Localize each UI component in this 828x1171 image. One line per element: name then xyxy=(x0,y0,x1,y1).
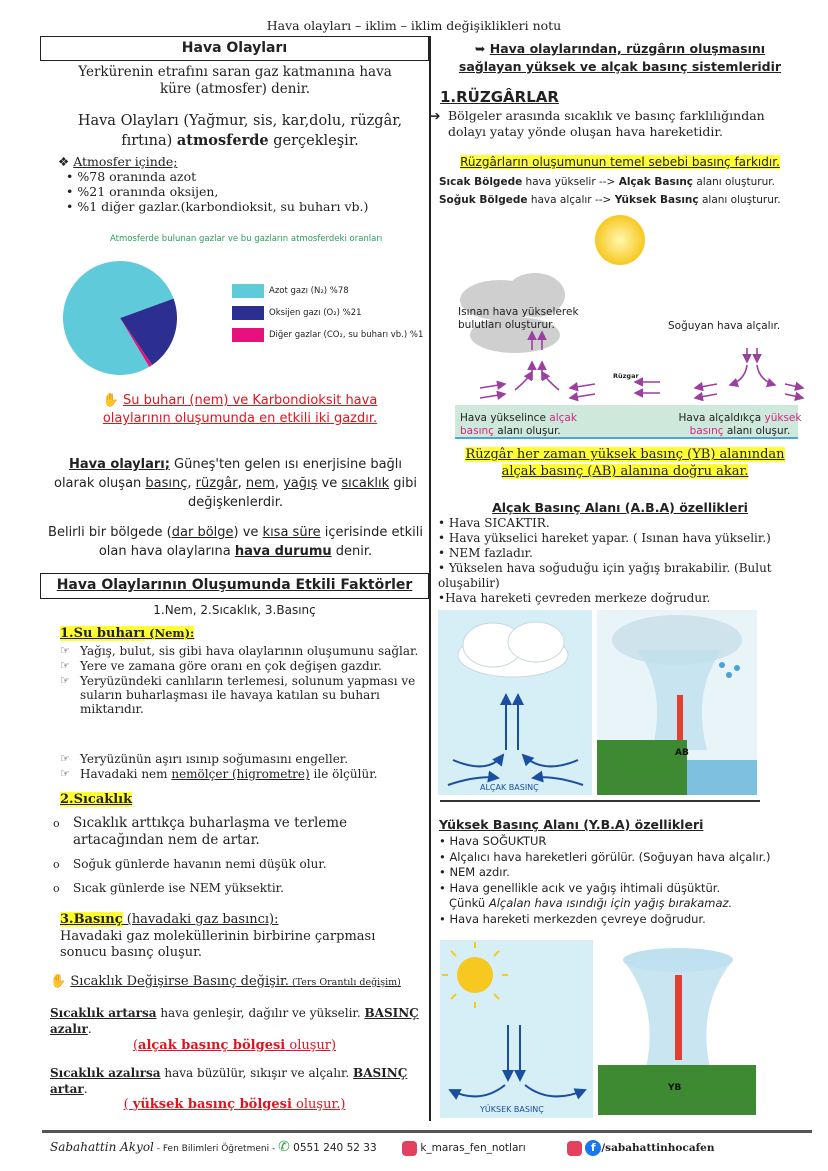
author-role: - Fen Bilimleri Öğretmeni - xyxy=(153,1144,279,1154)
legend-item xyxy=(232,328,423,342)
list-item: ☞ Yeryüzünün aşırı ısınıp soğumasını engeller. xyxy=(60,752,425,766)
legend-item xyxy=(232,306,423,320)
winds-title: 1.RÜZGÂRLAR xyxy=(440,88,559,106)
list-item: Çünkü Alçalan hava ısındığı için yağış bırakamaz. xyxy=(449,896,733,910)
text: gerçekleşir. xyxy=(268,133,359,149)
cold-region-rule: Soğuk Bölgede hava alçalır --> Yüksek Basınç alanı oluşturur. xyxy=(439,194,781,206)
pressure-definition: Havadaki gaz moleküllerinin birbirine çarpması sonucu basınç oluşur. xyxy=(60,929,376,960)
legend-swatch xyxy=(232,328,264,342)
list-item: • NEM azdır. xyxy=(439,865,510,879)
section-humidity-title: 1.Su buharı (Nem): xyxy=(60,626,195,641)
high-pressure-result: ( yüksek basınç bölgesi oluşur.) xyxy=(123,1097,346,1112)
legend-label: Azot gazı (N₂) %78 xyxy=(269,286,349,296)
section-title-hava-olaylari: Hava Olayları xyxy=(40,36,429,61)
list-item: ☞ Yeryüzündeki canlıların terlemesi, solunum yapması ve suların buharlaşması ile havaya katılan su buharı miktarıdır. xyxy=(60,674,425,716)
rising-air-label: Isınan hava yükselerek bulutları oluşturur. xyxy=(458,306,579,331)
wind-label: Rüzgar xyxy=(613,372,639,380)
arrow-icon: ➔ xyxy=(430,108,441,123)
hand-pointer-icon: ✋ xyxy=(102,393,124,408)
temperature-decrease-rule: Sıcaklık azalırsa hava büzülür, sıkışır ve alçalır. BASINÇ artar. xyxy=(50,1066,408,1096)
list-item: • Alçalıcı hava hareketleri görülür. (Soğuyan hava alçalır.) xyxy=(439,849,771,864)
section-pressure-title: 3.Basınç (havadaki gaz basıncı): xyxy=(60,912,279,927)
low-pressure-result: (alçak basınç bölgesi oluşur) xyxy=(132,1038,337,1053)
list-item: • %21 oranında oksijen, xyxy=(66,184,219,199)
weather-events-paragraph: Hava olayları; Güneş'ten gelen ısı enerjisine bağlı olarak oluşan basınç, rüzgâr, nem, yağış ve sıcaklık gibi değişkenlerdir. xyxy=(53,457,418,510)
whatsapp-icon: ✆ xyxy=(278,1139,290,1155)
humidity-list-2 xyxy=(60,752,425,782)
list-item: • %78 oranında azot xyxy=(66,169,197,184)
factors-list: 1.Nem, 2.Sıcaklık, 3.Basınç xyxy=(153,603,316,617)
text: Hava Olayları (Yağmur, sis, kar,dolu, rüzgâr, fırtına) xyxy=(77,113,403,149)
text: Su buharı (nem) ve Karbondioksit hava olaylarının oluşumunda en etkili iki gazdır. xyxy=(102,393,378,426)
low-pressure-vortex-illustration xyxy=(597,610,757,795)
high-pressure-vortex-illustration xyxy=(598,940,756,1118)
low-pressure-label: Hava yükselince alçak basınç alanı oluşur. xyxy=(460,412,577,437)
footer xyxy=(50,1139,820,1156)
instagram-icon xyxy=(567,1141,582,1156)
list-item: o Sıcaklık arttıkça buharlaşma ve terleme artacağından nem de artar. xyxy=(45,815,385,849)
sun-icon xyxy=(592,212,648,268)
pressure-rule: ✋ Sıcaklık Değişirse Basınç değişir. (Ters Orantılı değişim) xyxy=(50,974,401,989)
facebook-icon: f xyxy=(585,1140,601,1156)
list-item: o Soğuk günlerde havanın nemi düşük olur. xyxy=(45,856,385,873)
list-item: •Hava hareketi çevreden merkeze doğrudur. xyxy=(438,591,711,605)
weather-forecast-paragraph: Belirli bir bölgede (dar bölge) ve kısa süre içerisinde etkili olan hava olaylarına hava durumu denir. xyxy=(48,525,423,559)
sinking-air-label: Soğuyan hava alçalır. xyxy=(668,320,781,332)
weather-definition xyxy=(70,112,410,151)
low-pressure-list xyxy=(438,516,808,606)
social-handle: /sabahattinhocafen xyxy=(601,1142,715,1154)
section-title-factors: Hava Olaylarının Oluşumunda Etkili Faktörler xyxy=(40,573,429,599)
hand-icon: ✋ xyxy=(50,974,71,989)
list-item: o Sıcak günlerde ise NEM yüksektir. xyxy=(45,880,385,897)
wind-definition: ➔ Bölgeler arasında sıcaklık ve basınç farklılığından dolayı yatay yönde oluşan hava hareketidir. xyxy=(430,108,765,139)
legend-label: Diğer gazlar (CO₂, su buharı vb.) %1 xyxy=(269,330,424,340)
column-divider xyxy=(429,36,431,1121)
key-gases-note xyxy=(70,392,410,428)
section-divider xyxy=(440,800,760,802)
instagram-icon xyxy=(402,1141,417,1156)
document-title: Hava olayları – iklim – iklim değişiklikleri notu xyxy=(266,18,562,33)
author-name: Sabahattin Akyol xyxy=(50,1140,154,1154)
legend-label: Oksijen gazı (O₂) %21 xyxy=(269,308,362,318)
chart-legend xyxy=(232,284,423,350)
temperature-increase-rule: Sıcaklık artarsa hava genleşir, dağılır ve yükselir. BASINÇ azalır. xyxy=(50,1006,419,1036)
hot-region-rule: Sıcak Bölgede hava yükselir --> Alçak Basınç alanı oluşturur. xyxy=(439,176,775,188)
legend-swatch xyxy=(232,284,264,298)
high-pressure-title: Yüksek Basınç Alanı (Y.B.A) özellikleri xyxy=(439,817,704,832)
low-pressure-illustration xyxy=(438,610,592,795)
pie-chart xyxy=(60,258,180,378)
atmosphere-definition: Yerkürenin etrafını saran gaz katmanına hava küre (atmosfer) denir. xyxy=(78,64,392,97)
list-item: • Hava genellikle acık ve yağış ihtimali düşüktür. xyxy=(439,880,721,895)
section-temperature-title: 2.Sıcaklık xyxy=(60,792,133,807)
list-item: • Hava SOĞUKTUR xyxy=(439,834,547,848)
list-item: ☞ Yere ve zamana göre oranı en çok değişen gazdır. xyxy=(60,659,425,673)
phone-number: 0551 240 52 33 xyxy=(293,1142,377,1154)
list-item: • Hava yükselici hareket yapar. ( Isınan hava yükselir.) xyxy=(438,531,771,545)
low-pressure-image-label: ALÇAK BASINÇ xyxy=(480,783,539,792)
list-item: • NEM fazladır. xyxy=(438,546,533,560)
chart-title: Atmosferde bulunan gazlar ve bu gazların atmosferdeki oranları xyxy=(110,234,383,244)
diamond-bullet-icon: ❖ xyxy=(58,154,74,169)
humidity-list xyxy=(60,644,425,717)
wind-direction-rule: Rüzgâr her zaman yüksek basınç (YB) alanından alçak basınç (AB) alanına doğru akar. xyxy=(465,447,785,479)
footer-divider xyxy=(42,1130,812,1133)
list-item: ☞ Yağış, bulut, sis gibi hava olaylarının oluşumunu sağlar. xyxy=(60,644,425,658)
high-pressure-image-label: YÜKSEK BASINÇ xyxy=(480,1105,544,1114)
legend-item xyxy=(232,284,423,298)
list-item: • Hava hareketi merkezden çevreye doğrudur. xyxy=(439,911,706,926)
high-pressure-illustration xyxy=(440,940,593,1118)
high-pressure-list xyxy=(439,834,809,927)
yb-label: YB xyxy=(668,1083,682,1093)
legend-swatch xyxy=(232,306,264,320)
instagram-handle: k_maras_fen_notları xyxy=(420,1142,526,1154)
list-item: • %1 diğer gazlar.(karbondioksit, su buharı vb.) xyxy=(66,199,369,214)
temperature-list xyxy=(45,815,385,904)
wind-cause: Rüzgârların oluşumunun temel sebebi basınç farkıdır. xyxy=(460,155,780,169)
atmosphere-list xyxy=(58,154,368,214)
list-item: • Hava SICAKTIR. xyxy=(438,516,550,530)
list-item: • Yükselen hava soğuduğu için yağış bırakabilir. (Bulut oluşabilir) xyxy=(438,561,772,590)
text-bold: atmosferde xyxy=(176,132,269,149)
list-item: ☞ Havadaki nem nemölçer (higrometre) ile ölçülür. xyxy=(60,767,425,781)
high-pressure-label: Hava alçaldıkça yüksek basınç alanı oluşur. xyxy=(678,412,802,437)
pointer-icon: ➥ xyxy=(474,41,490,56)
list-heading: Atmosfer içinde; xyxy=(73,154,178,169)
ab-label: AB xyxy=(675,748,689,758)
low-pressure-title: Alçak Basınç Alanı (A.B.A) özellikleri xyxy=(492,500,748,515)
pressure-systems-intro: ➥ Hava olaylarından, rüzgârın oluşmasını sağlayan yüksek ve alçak basınç sistemleridir xyxy=(458,41,782,74)
